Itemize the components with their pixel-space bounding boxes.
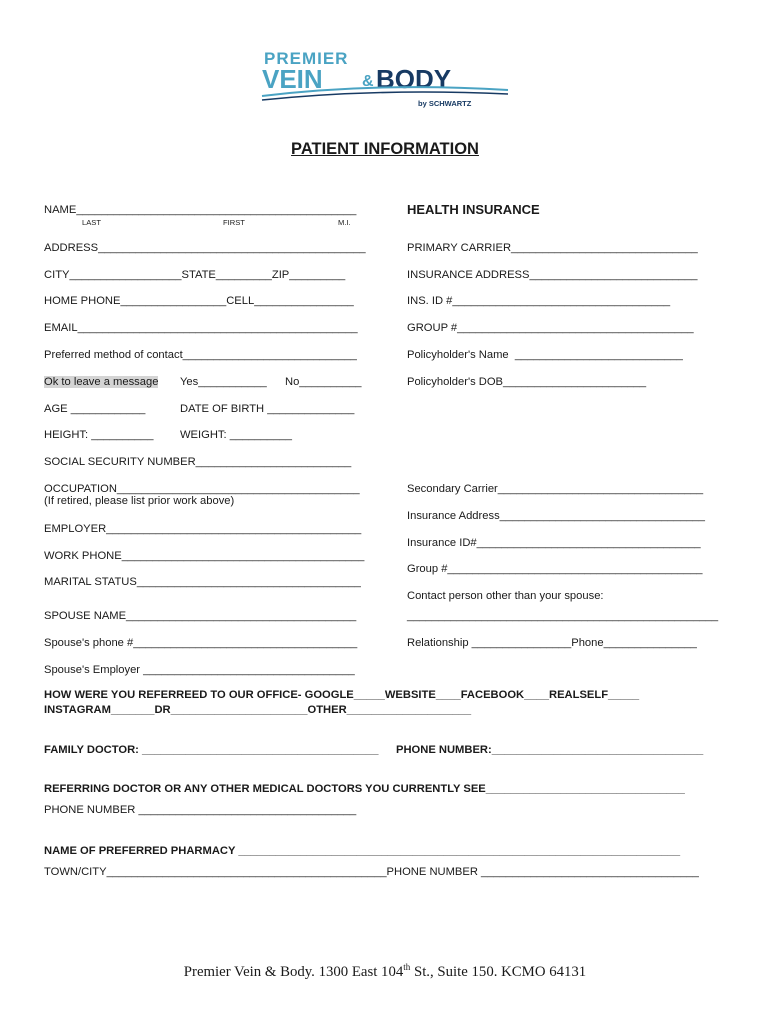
logo-line3: by SCHWARTZ [418,99,472,108]
ins-id-field[interactable]: INS. ID #___________________________________ [407,295,671,307]
logo-body: BODY [376,64,452,94]
spouse-phone-field[interactable]: Spouse's phone #____________________________________ [44,637,358,649]
policyholder-name-field[interactable]: Policyholder's Name ___________________________ [407,349,683,361]
referring-doctor-phone-field[interactable]: PHONE NUMBER ___________________________________ [44,804,357,816]
secondary-insurance-address-field[interactable]: Insurance Address_________________________________ [407,510,705,522]
ok-leave-message-label: Ok to leave a message [44,376,159,388]
insurance-address-field[interactable]: INSURANCE ADDRESS___________________________ [407,269,698,281]
footer-post: St., Suite 150. KCMO 64131 [410,963,587,980]
retired-note: (If retired, please list prior work above) [44,495,235,507]
pharmacy-field[interactable]: NAME OF PREFERRED PHARMACY _______________________________________________________________________ [44,845,681,857]
city-state-zip-field[interactable]: CITY__________________STATE_________ZIP_________ [44,269,346,281]
height-field[interactable]: HEIGHT: __________ [44,429,154,441]
work-phone-field[interactable]: WORK PHONE_______________________________________ [44,550,365,562]
footer-sup: th [403,962,411,972]
name-mi-label: M.I. [338,218,351,227]
footer-pre: Premier Vein & Body. 1300 East 104 [183,963,404,980]
name-last-label: LAST [82,218,101,227]
ssn-field[interactable]: SOCIAL SECURITY NUMBER_________________________ [44,456,352,468]
preferred-contact-field[interactable]: Preferred method of contact____________________________ [44,349,357,361]
name-field[interactable]: NAME_____________________________________________ [44,204,357,216]
primary-carrier-field[interactable]: PRIMARY CARRIER______________________________ [407,242,698,254]
contact-person-label: Contact person other than your spouse: [407,590,604,602]
occupation-field[interactable]: OCCUPATION_______________________________________ [44,483,360,495]
age-field[interactable]: AGE ____________ [44,403,146,415]
spouse-employer-field[interactable]: Spouse's Employer __________________________________ [44,664,355,676]
health-insurance-heading: HEALTH INSURANCE [407,202,540,217]
policyholder-dob-field[interactable]: Policyholder's DOB_______________________ [407,376,647,388]
footer-address [0,962,770,981]
group-field[interactable]: GROUP #______________________________________ [407,322,694,334]
name-first-label: FIRST [223,218,245,227]
email-field[interactable]: EMAIL_____________________________________________ [44,322,358,334]
referring-doctor-field[interactable]: REFERRING DOCTOR OR ANY OTHER MEDICAL DOCTORS YOU CURRENTLY SEE________________________________ [44,783,685,795]
family-doctor-field[interactable]: FAMILY DOCTOR: ______________________________________ [44,744,379,756]
ok-leave-yes-field[interactable]: Yes___________ [180,376,267,388]
referral-line-2[interactable]: INSTAGRAM_______DR______________________OTHER____________________ [44,704,472,716]
logo-amp: & [362,73,374,90]
secondary-carrier-field[interactable]: Secondary Carrier_________________________________ [407,483,704,495]
home-phone-cell-field[interactable]: HOME PHONE_________________CELL________________ [44,295,354,307]
dob-field[interactable]: DATE OF BIRTH ______________ [180,403,355,415]
premier-vein-body-logo [258,48,514,108]
ok-leave-no-field[interactable]: No__________ [285,376,362,388]
secondary-insurance-id-field[interactable]: Insurance ID#____________________________________ [407,537,701,549]
page-title: PATIENT INFORMATION [291,140,479,158]
logo-vein: VEIN [262,64,323,94]
marital-status-field[interactable]: MARITAL STATUS____________________________________ [44,576,361,588]
family-doctor-phone-field[interactable]: PHONE NUMBER:__________________________________ [396,744,704,756]
secondary-group-field[interactable]: Group #_________________________________________ [407,563,703,575]
logo-line1: PREMIER [264,49,349,68]
weight-field[interactable]: WEIGHT: __________ [180,429,292,441]
address-field[interactable]: ADDRESS___________________________________________ [44,242,366,254]
spouse-name-field[interactable]: SPOUSE NAME_____________________________________ [44,610,357,622]
employer-field[interactable]: EMPLOYER_________________________________________ [44,523,362,535]
pharmacy-town-phone-field[interactable]: TOWN/CITY_____________________________________________PHONE NUMBER ___________________________________ [44,866,699,878]
contact-person-field[interactable]: __________________________________________________ [407,610,719,622]
referral-line-1[interactable]: HOW WERE YOU REFERREED TO OUR OFFICE- GOOGLE_____WEBSITE____FACEBOOK____REALSELF_____ [44,689,640,701]
relationship-phone-field[interactable]: Relationship ________________Phone_______________ [407,637,697,649]
